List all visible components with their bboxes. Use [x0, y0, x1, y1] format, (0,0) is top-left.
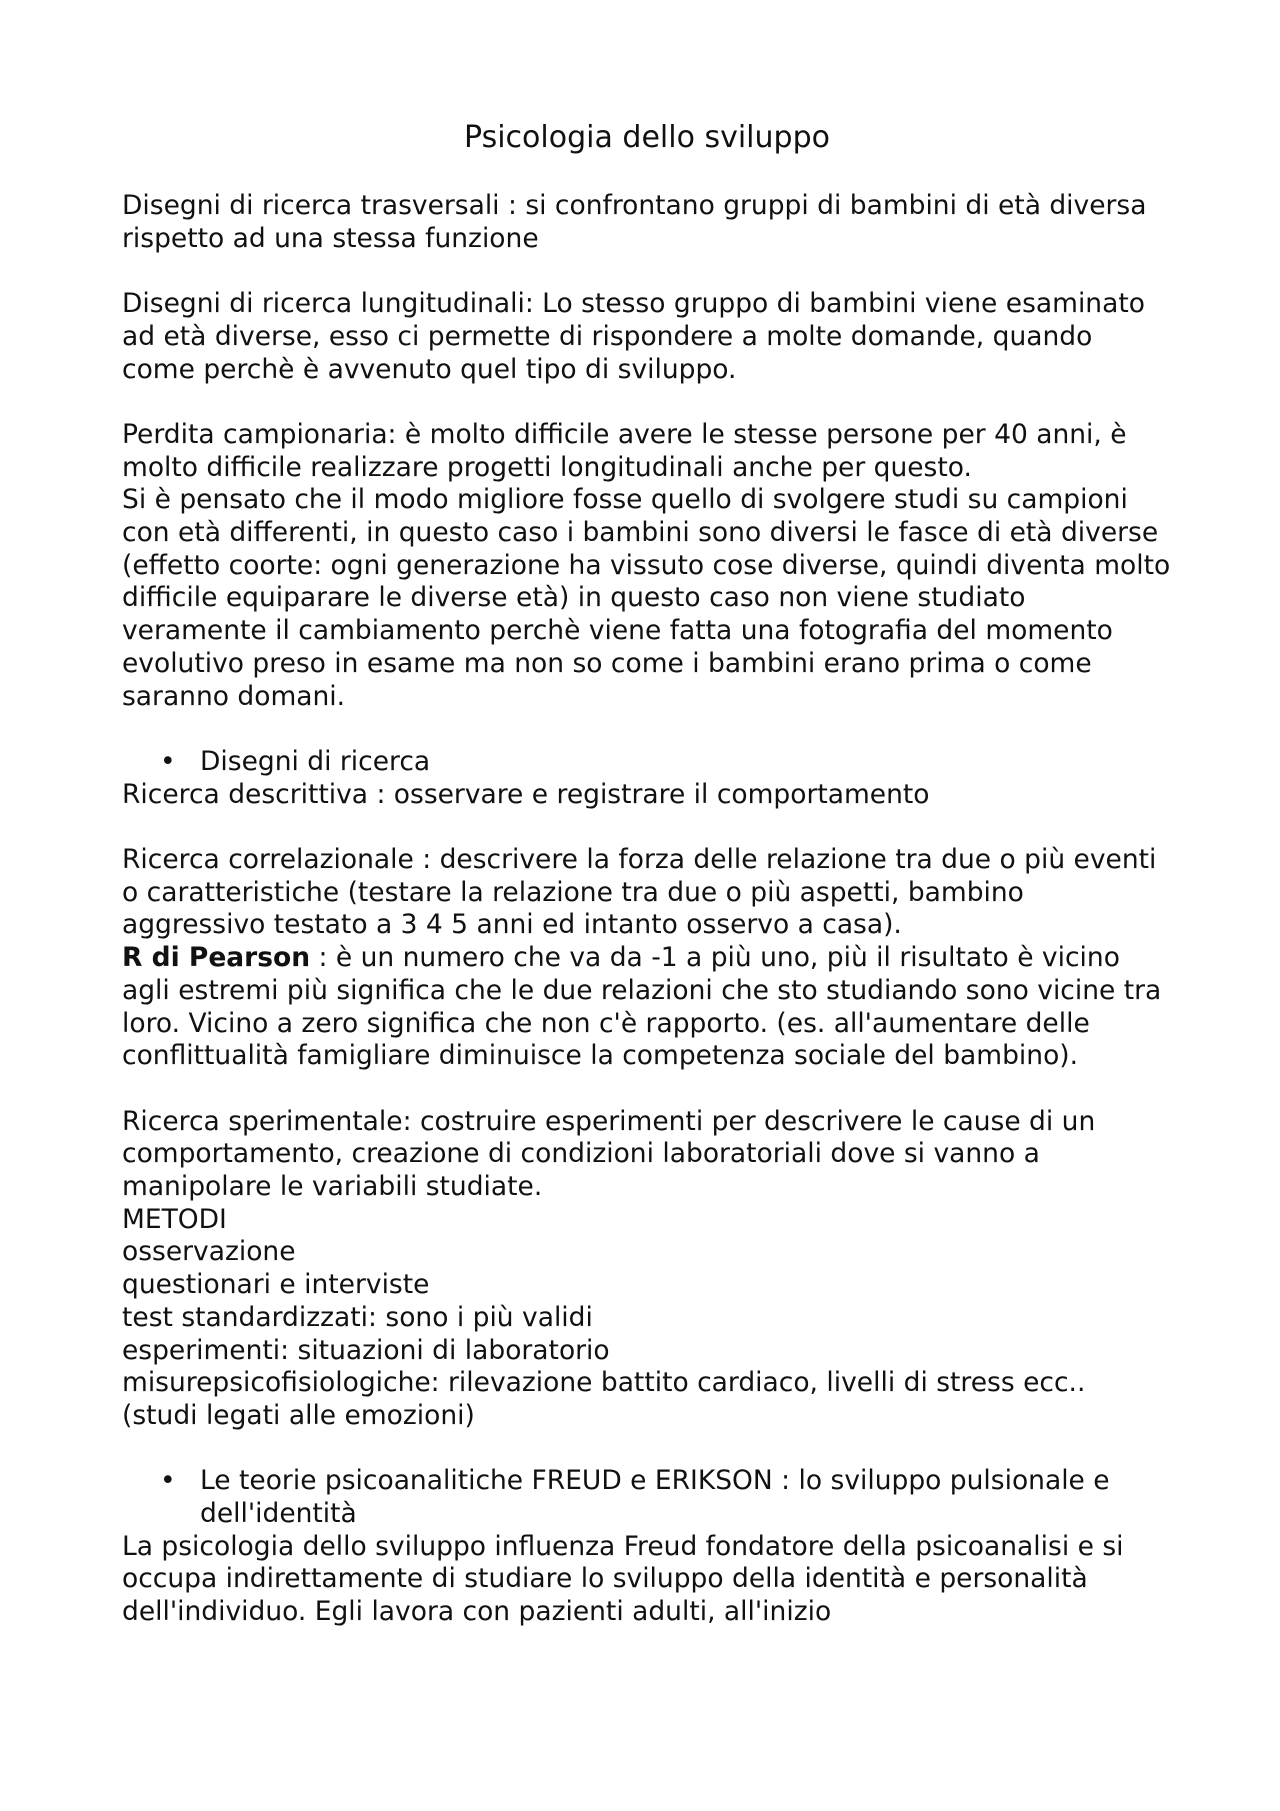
pearson-description: : è un numero che va da -1 a più uno, più il risultato è vicino agli estremi più significa che le due relazioni che sto studiando sono vicine tra loro. Vicino a zero significa che non c'è rapporto. (es. all'aumentare delle conflittualità famigliare diminuisce la competenza sociale del bambino).: [122, 942, 1162, 1072]
bullet-icon: •: [160, 1465, 176, 1497]
bullet-item-research-designs: [122, 746, 1172, 779]
bullet-text: Le teorie psicoanalitiche FREUD e ERIKSON : lo sviluppo pulsionale e dell'identità: [200, 1465, 1110, 1530]
bullet-icon: •: [160, 745, 176, 777]
method-item: misurepsicofisiologiche: rilevazione battito cardiaco, livelli di stress ecc..: [122, 1367, 1086, 1399]
method-item: osservazione: [122, 1236, 296, 1268]
document-page: [122, 120, 1172, 1629]
paragraph-correlational: Ricerca correlazionale : descrivere la forza delle relazione tra due o più eventi o caratteristiche (testare la relazione tra due o più aspetti, bambino aggressivo testato a 3 4 5 anni ed intanto osservo a casa).: [122, 844, 1157, 941]
paragraph-longitudinal: Disegni di ricerca lungitudinali: Lo stesso gruppo di bambini viene esaminato ad età diverse, esso ci permette di rispondere a molte domande, quando come perchè è avvenuto quel tipo di sviluppo.: [122, 288, 1145, 385]
blank-line: [122, 386, 1172, 419]
method-item: test standardizzati: sono i più validi: [122, 1301, 593, 1333]
paragraph-cohort-effect: Si è pensato che il modo migliore fosse quello di svolgere studi su campioni con età differenti, in questo caso i bambini sono diversi le fasce di età diverse (effetto coorte: ogni generazione ha vissuto cose diverse, quindi diventa molto difficile equiparare le diverse età) in questo caso non viene studiato veramente il cambiamento perchè viene fatta una fotografia del momento evolutivo preso in esame ma non so come i bambini erano prima o come saranno domani.: [122, 484, 1171, 712]
methods-heading: METODI: [122, 1203, 227, 1235]
paragraph-sample-loss: Perdita campionaria: è molto difficile avere le stesse persone per 40 anni, è molto difficile realizzare progetti longitudinali anche per questo.: [122, 418, 1127, 483]
paragraph-descriptive: Ricerca descrittiva : osservare e registrare il comportamento: [122, 778, 930, 810]
method-item: esperimenti: situazioni di laboratorio: [122, 1334, 610, 1366]
paragraph-cross-sectional: Disegni di ricerca trasversali : si confrontano gruppi di bambini di età diversa rispetto ad una stessa funzione: [122, 190, 1147, 254]
blank-line: [122, 713, 1172, 746]
methods-list: [122, 1204, 1172, 1433]
pearson-term: R di Pearson: [122, 942, 311, 974]
method-item: questionari e interviste: [122, 1269, 430, 1301]
blank-line: [122, 811, 1172, 844]
document-title: Psicologia dello sviluppo: [464, 120, 830, 155]
blank-line: [122, 1433, 1172, 1466]
bullet-item-psychoanalytic: [122, 1465, 1172, 1530]
paragraph-freud: La psicologia dello sviluppo influenza Freud fondatore della psicoanalisi e si occupa indirettamente di studiare lo sviluppo della identità e personalità dell'individuo. Egli lavora con pazienti adulti, all'inizio: [122, 1530, 1124, 1628]
paragraph-experimental: Ricerca sperimentale: costruire esperimenti per descrivere le cause di un comportamento, creazione di condizioni laboratoriali dove si vanno a manipolare le variabili studiate.: [122, 1105, 1096, 1203]
paragraph-pearson: [122, 942, 1172, 1073]
blank-line: [122, 255, 1172, 288]
bullet-text: Disegni di ricerca: [200, 745, 431, 777]
blank-line: [122, 1073, 1172, 1106]
method-item: (studi legati alle emozioni): [122, 1399, 475, 1431]
